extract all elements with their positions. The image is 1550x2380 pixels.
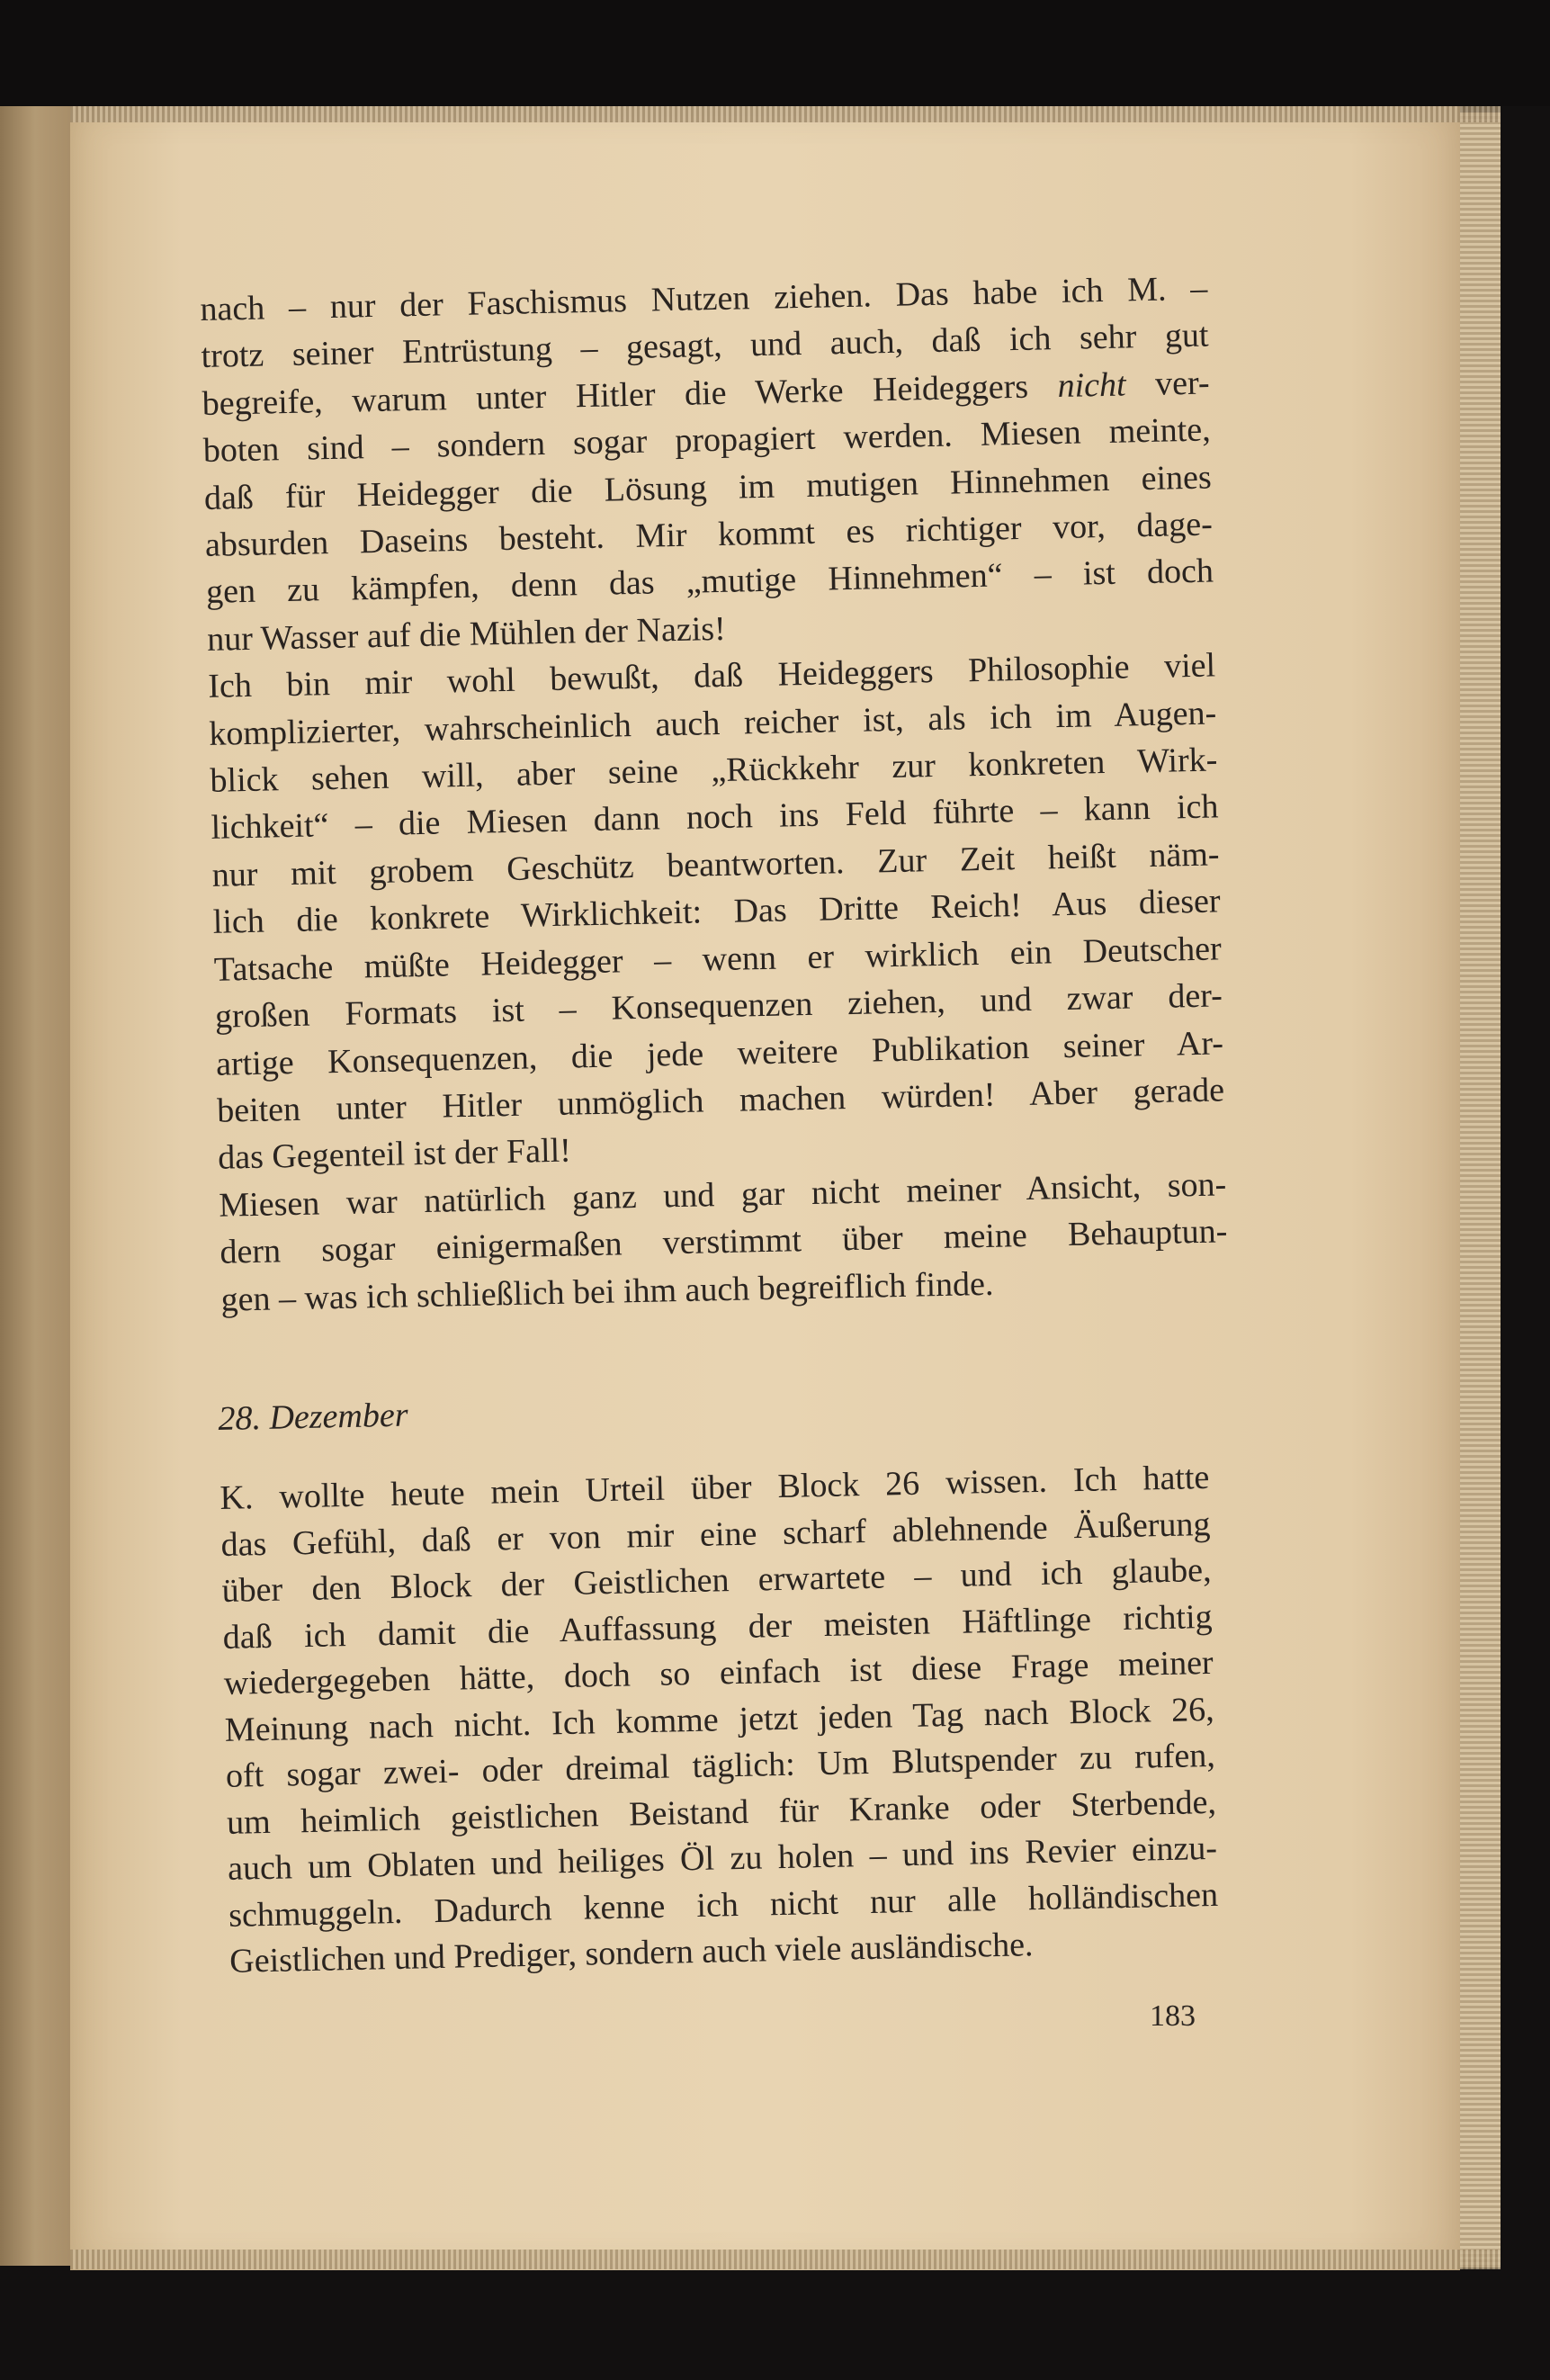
paragraph-2 — [208, 642, 1226, 1182]
text-line: nur Wasser auf die Mühlen der Nazis! — [206, 609, 727, 659]
page-bottom-edge — [70, 2250, 1501, 2269]
text-line: gen – was ich schließlich bei ihm auch begreiflich finde. — [220, 1264, 994, 1319]
text-line: Meinung nach nicht. Ich komme jetzt jeden Tag nach Block 26, — [224, 1690, 1215, 1749]
text-line: das Gefühl, daß er von mir eine scharf ablehnende Äußerung — [220, 1504, 1211, 1564]
text-line: nur mit grobem Geschütz beantworten. Zur Zeit heißt näm- — [211, 835, 1220, 894]
text-line: K. wollte heute mein Urteil über Block 26 wissen. Ich hatte — [220, 1458, 1210, 1517]
text-line: trotz seiner Entrüstung – gesagt, und auch, daß ich sehr gut — [201, 316, 1209, 376]
page-number: 183 — [1150, 1999, 1196, 2033]
text-line: lich die konkrete Wirklichkeit: Das Dritte Reich! Aus dieser — [212, 882, 1222, 942]
text-line: Tatsache müßte Heidegger – wenn er wirklich ein Deutscher — [213, 930, 1223, 989]
text-line: auch um Oblaten und heiliges Öl zu holen – und ins Revier einzu- — [227, 1828, 1218, 1888]
text-line: absurden Daseins besteht. Mir kommt es richtiger vor, dage- — [204, 505, 1214, 564]
paragraph-3 — [219, 1161, 1229, 1324]
text-line: Ich bin mir wohl bewußt, daß Heideggers Philosophie viel — [207, 646, 1216, 706]
text-line: daß für Heidegger die Lösung im mutigen Hinnehmen eines — [203, 458, 1213, 517]
text-line: das Gegenteil ist der Fall! — [217, 1131, 572, 1178]
page-top-edge — [70, 106, 1501, 122]
text-line: begreife, warum unter Hitler die Werke Heideggers nicht ver- — [202, 364, 1210, 423]
text-line: großen Formats ist – Konsequenzen ziehen, und zwar der- — [214, 976, 1223, 1036]
text-line: lichkeit“ – die Miesen dann noch ins Feld führte – kann ich — [211, 787, 1219, 848]
text-line: oft sogar zwei- oder dreimal täglich: Um Blutspender zu rufen, — [225, 1736, 1216, 1795]
page-fore-edge — [1460, 112, 1501, 2268]
text-line: Miesen war natürlich ganz und gar nicht meiner Ansicht, son- — [218, 1165, 1227, 1225]
body-text-bottom — [220, 1455, 1220, 1985]
text-line: über den Block der Geistlichen erwartete – und ich glaube, — [221, 1550, 1212, 1610]
text-line: blick sehen will, aber seine „Rückkehr zur konkreten Wirk- — [210, 741, 1218, 800]
text-line: wiedergegeben hätte, doch so einfach ist diese Frage meiner — [223, 1643, 1214, 1702]
book-cover-edge — [0, 106, 70, 2266]
text-line: schmuggeln. Dadurch kenne ich nicht nur alle holländischen — [228, 1875, 1219, 1935]
paragraph-1 — [200, 265, 1215, 664]
text-line: nach – nur der Faschismus Nutzen ziehen. Das habe ich M. – — [200, 269, 1208, 328]
text-line: dern sogar einigermaßen verstimmt über meine Behauptun- — [220, 1212, 1228, 1271]
section-heading: 28. Dezember — [218, 1396, 408, 1438]
text-line: boten sind – sondern sogar propagiert werden. Miesen meinte, — [202, 410, 1212, 471]
text-line: Geistlichen und Prediger, sondern auch viele ausländische. — [228, 1926, 1034, 1980]
text-line: beiten unter Hitler unmöglich machen würden! Aber gerade — [216, 1071, 1225, 1130]
text-line: daß ich damit die Auffassung der meisten Häftlinge richtig — [222, 1597, 1213, 1657]
paragraph-4 — [220, 1455, 1220, 1985]
text-line: artige Konsequenzen, die jede weitere Publikation seiner Ar- — [215, 1023, 1224, 1083]
text-line: komplizierter, wahrscheinlich auch reicher ist, als ich im Augen- — [208, 694, 1217, 753]
text-line: um heimlich geistlichen Beistand für Kranke oder Sterbende, — [226, 1783, 1217, 1842]
body-text-top — [200, 265, 1229, 1324]
text-line: gen zu kämpfen, denn das „mutige Hinnehmen“ – ist doch — [205, 552, 1214, 612]
background-top — [0, 0, 1550, 106]
